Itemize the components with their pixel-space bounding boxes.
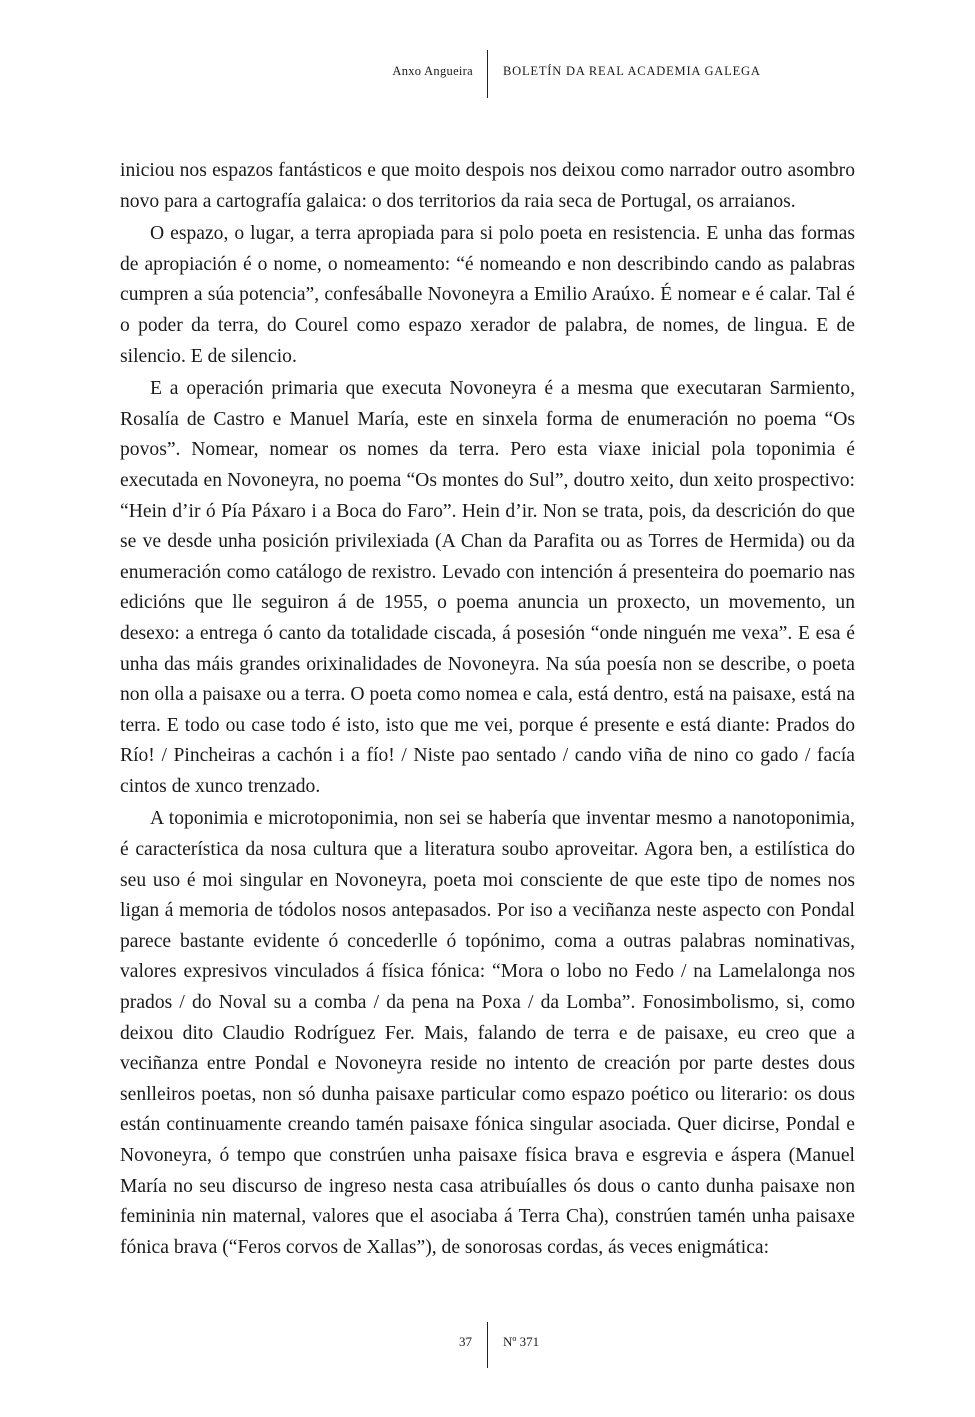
footer-divider bbox=[487, 1322, 488, 1368]
header-divider bbox=[487, 50, 488, 98]
paragraph: O espazo, o lugar, a terra apropiada para si polo poeta en resistencia. E unha das formas de apropiación é o nome, o nomeamento: “é nomeando e non describindo cando as palabras cumpren a súa potencia”, confesáballe Novoneyra a Emilio Araúxo. É nomear e é calar. Tal é o poder da terra, do Courel como espazo xerador de palabra, de nomes, de lingua. E de silencio. E de silencio. bbox=[120, 223, 855, 367]
paragraph: A toponimia e microtoponimia, non sei se habería que inventar mesmo a nanotoponimia, é característica da nosa cultura que a literatura soubo aproveitar. Agora ben, a estilística do seu uso é moi singular en Novoneyra, poeta moi consciente de que este tipo de nomes nos ligan á memoria de tódolos nosos antepasados. Por iso a veciñanza neste aspecto con Pondal parece bastante evidente ó concederlle ó topónimo, coma a outras palabras nominativas, valores expresivos vinculados á física fónica: “Mora o lobo no Fedo / na Lamelalonga nos prados / do Noval su a comba / da pena na Poxa / da Lomba”. Fonosimbolismo, si, como deixou dito Claudio Rodríguez Fer. Mais, falando de terra e de paisaxe, eu creo que a veciñanza entre Pondal e Novoneyra reside no intento de creación por parte destes dous senlleiros poetas, non só dunha paisaxe particular como espazo poético ou literario: os dous están continuamente creando tamén paisaxe fónica singular asociada. Quer dicirse, Pondal e Novoneyra, ó tempo que constrúen unha paisaxe física brava e esgrevia e áspera (Manuel María no seu discurso de ingreso nesta casa atribuíalles ós dous o canto dunha paisaxe non femininia nin maternal, valores que el asociaba á Terra Cha), constrúen tamén unha paisaxe fónica brava (“Feros corvos de Xallas”), de sonorosas cordas, ás veces enigmática: bbox=[120, 808, 855, 1258]
paragraph: E a operación primaria que executa Novoneyra é a mesma que executaran Sarmiento, Rosalía de Castro e Manuel María, este en sinxela forma de enumeración no poema “Os povos”. Nomear, nomear os nomes da terra. Pero esta viaxe inicial pola toponimia é executada en Novoneyra, no poema “Os montes do Sul”, doutro xeito, dun xeito prospectivo: “Hein d’ir ó Pía Páxaro i a Boca do Faro”. Hein d’ir. Non se trata, pois, da descrición do que se ve desde unha posición privilexiada (A Chan da Parafita ou as Torres de Hermida) ou da enumeración como catálogo de rexistro. Levado con intención á presenteira do poemario nas edicións que lle seguiron á de 1955, o poema anuncia un proxecto, un movemento, un desexo: a entrega ó canto da totalidade ciscada, á posesión “onde ninguén me vexa”. E esa é unha das máis grandes orixinalidades de Novoneyra. Na súa poesía non se describe, o poeta non olla a paisaxe ou a terra. O poeta como nomea e cala, está dentro, está na paisaxe, está na terra. E todo ou case todo é isto, isto que me vei, porque é presente e está diante: Prados do Río! / Pincheiras a cachón i a fío! / Niste pao sentado / cando viña de nino co gado / facía cintos de xunco trenzado. bbox=[120, 378, 855, 797]
running-head bbox=[0, 50, 975, 98]
header-journal-title: BOLETÍN DA REAL ACADEMIA GALEGA bbox=[503, 64, 761, 78]
page-number: 37 bbox=[459, 1334, 472, 1349]
page-footer bbox=[0, 1322, 975, 1368]
paragraph-continuation: iniciou nos espazos fantásticos e que moito despois nos deixou como narrador outro asombro novo para a cartografía galaica: o dos territorios da raia seca de Portugal, os arraianos. bbox=[120, 160, 855, 212]
issue-number: Nº 371 bbox=[503, 1334, 540, 1349]
header-author: Anxo Angueira bbox=[392, 64, 473, 78]
body-text bbox=[120, 156, 855, 1265]
